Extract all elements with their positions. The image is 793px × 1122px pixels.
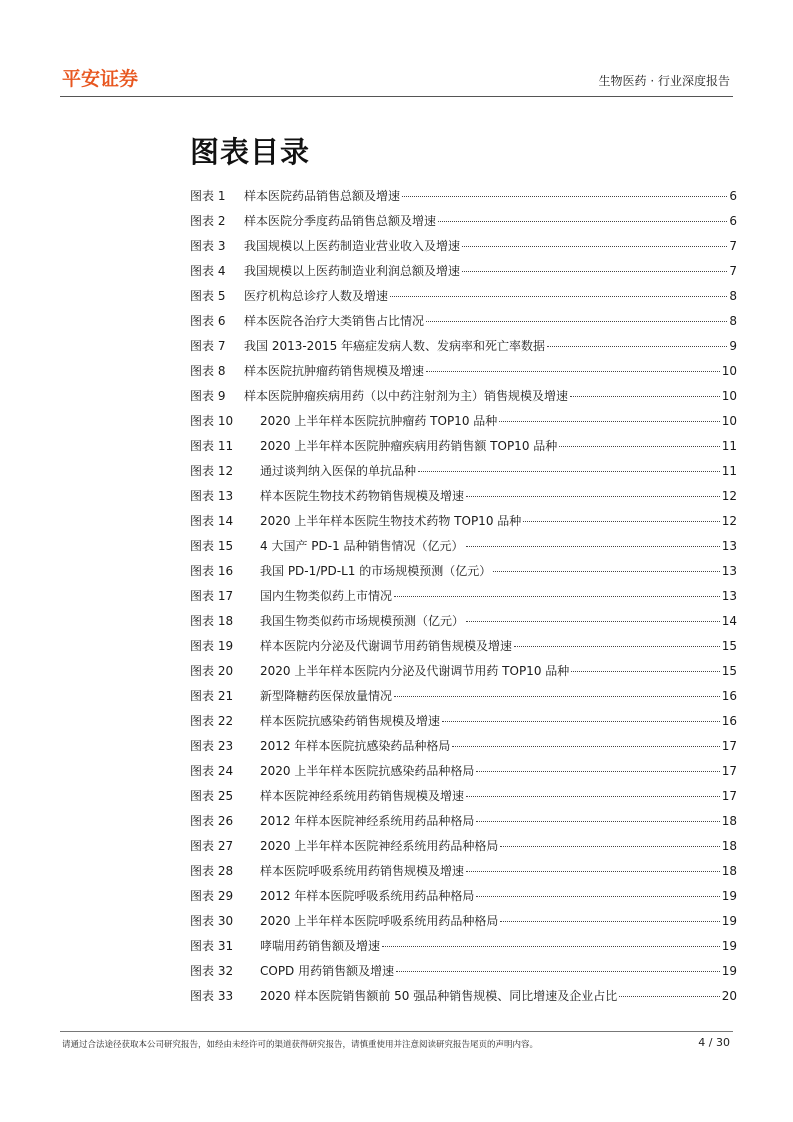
- toc-entry-page: 18: [721, 814, 737, 828]
- toc-entry-page: 16: [721, 689, 737, 703]
- toc-entry-label: 图表 22: [190, 714, 234, 728]
- toc-entry-title: 2012 年样本医院神经系统用药品种格局: [260, 814, 475, 828]
- toc-entry-label: 图表 1: [190, 189, 226, 203]
- toc-entry-page: 14: [721, 614, 737, 628]
- toc-entry-title: 样本医院药品销售总额及增速: [244, 189, 401, 203]
- toc-entry[interactable]: [190, 762, 737, 787]
- toc-entry-title: 样本医院抗感染药销售规模及增速: [260, 714, 441, 728]
- toc-entry-page: 7: [729, 239, 737, 253]
- toc-entry-page: 8: [729, 314, 737, 328]
- footer-disclaimer: 请通过合法途径获取本公司研究报告，如经由未经许可的渠道获得研究报告，请慎重使用并注意阅读研究报告尾页的声明内容。: [62, 1040, 539, 1050]
- toc-entry-page: 10: [721, 414, 737, 428]
- toc-entry-title: 2020 上半年样本医院内分泌及代谢调节用药 TOP10 品种: [260, 664, 570, 678]
- toc-entry-page: 12: [721, 489, 737, 503]
- toc-leader-dots: [396, 971, 720, 972]
- toc-entry[interactable]: [190, 687, 737, 712]
- toc-entry-label: 图表 17: [190, 589, 234, 603]
- toc-entry-title: 哮喘用药销售额及增速: [260, 939, 381, 953]
- toc-entry[interactable]: [190, 612, 737, 637]
- toc-entry-title: 2012 年样本医院抗感染药品种格局: [260, 739, 451, 753]
- toc-leader-dots: [523, 521, 719, 522]
- toc-entry[interactable]: [190, 487, 737, 512]
- toc-entry[interactable]: [190, 987, 737, 1012]
- toc-entry-title: 2020 上半年样本医院抗肿瘤药 TOP10 品种: [260, 414, 498, 428]
- toc-leader-dots: [462, 246, 727, 247]
- toc-leader-dots: [476, 896, 719, 897]
- toc-entry-title: 我国 2013-2015 年癌症发病人数、发病率和死亡率数据: [244, 339, 546, 353]
- toc-leader-dots: [438, 221, 727, 222]
- toc-entry-page: 10: [721, 389, 737, 403]
- toc-entry[interactable]: [190, 662, 737, 687]
- toc-entry-title: 4 大国产 PD-1 品种销售情况（亿元）: [260, 539, 464, 553]
- toc-entry[interactable]: [190, 637, 737, 662]
- toc-entry-page: 12: [721, 514, 737, 528]
- toc-entry[interactable]: [190, 412, 737, 437]
- toc-leader-dots: [452, 746, 719, 747]
- toc-leader-dots: [500, 846, 719, 847]
- toc-entry[interactable]: [190, 462, 737, 487]
- toc-entry-label: 图表 4: [190, 264, 226, 278]
- toc-entry-label: 图表 28: [190, 864, 234, 878]
- toc-entry-label: 图表 6: [190, 314, 226, 328]
- toc-entry[interactable]: [190, 937, 737, 962]
- toc-entry-title: 样本医院抗肿瘤药销售规模及增速: [244, 364, 425, 378]
- table-of-figures: [190, 187, 737, 1012]
- toc-leader-dots: [442, 721, 720, 722]
- toc-entry-title: 医疗机构总诊疗人数及增速: [244, 289, 389, 303]
- toc-leader-dots: [476, 821, 719, 822]
- toc-entry-page: 6: [729, 189, 737, 203]
- toc-entry-page: 13: [721, 564, 737, 578]
- toc-entry-title: 2020 上半年样本医院神经系统用药品种格局: [260, 839, 499, 853]
- toc-entry-label: 图表 16: [190, 564, 234, 578]
- toc-entry[interactable]: [190, 562, 737, 587]
- toc-entry-title: 我国生物类似药市场规模预测（亿元）: [260, 614, 465, 628]
- toc-entry-label: 图表 15: [190, 539, 234, 553]
- toc-entry-title: 样本医院内分泌及代谢调节用药销售规模及增速: [260, 639, 513, 653]
- toc-entry-title: 2020 样本医院销售额前 50 强品种销售规模、同比增速及企业占比: [260, 989, 618, 1003]
- toc-entry-title: 国内生物类似药上市情况: [260, 589, 393, 603]
- toc-entry-label: 图表 3: [190, 239, 226, 253]
- toc-entry-page: 15: [721, 664, 737, 678]
- toc-entry-page: 16: [721, 714, 737, 728]
- toc-leader-dots: [462, 271, 727, 272]
- toc-entry-label: 图表 13: [190, 489, 234, 503]
- toc-leader-dots: [514, 646, 720, 647]
- toc-entry[interactable]: [190, 787, 737, 812]
- toc-entry-label: 图表 27: [190, 839, 234, 853]
- toc-entry[interactable]: [190, 337, 737, 362]
- toc-entry-title: 通过谈判纳入医保的单抗品种: [260, 464, 417, 478]
- toc-entry[interactable]: [190, 287, 737, 312]
- toc-entry-label: 图表 33: [190, 989, 234, 1003]
- toc-leader-dots: [547, 346, 727, 347]
- toc-entry-label: 图表 31: [190, 939, 234, 953]
- toc-entry-label: 图表 20: [190, 664, 234, 678]
- toc-leader-dots: [500, 921, 719, 922]
- page-number: 4 / 30: [698, 1036, 730, 1049]
- toc-entry-title: 2020 上半年样本医院呼吸系统用药品种格局: [260, 914, 499, 928]
- toc-entry-title: COPD 用药销售额及增速: [260, 964, 395, 978]
- page-title: 图表目录: [190, 135, 311, 169]
- toc-entry-page: 19: [721, 964, 737, 978]
- toc-entry-label: 图表 11: [190, 439, 234, 453]
- toc-entry-title: 我国规模以上医药制造业营业收入及增速: [244, 239, 461, 253]
- toc-leader-dots: [390, 296, 727, 297]
- toc-entry[interactable]: [190, 837, 737, 862]
- toc-entry[interactable]: [190, 362, 737, 387]
- header-divider: [60, 96, 733, 97]
- toc-entry-label: 图表 5: [190, 289, 226, 303]
- toc-entry-page: 19: [721, 939, 737, 953]
- toc-leader-dots: [466, 546, 720, 547]
- toc-leader-dots: [476, 771, 719, 772]
- toc-entry[interactable]: [190, 387, 737, 412]
- toc-entry-label: 图表 21: [190, 689, 234, 703]
- toc-entry[interactable]: [190, 862, 737, 887]
- toc-leader-dots: [394, 696, 720, 697]
- toc-entry-page: 9: [729, 339, 737, 353]
- toc-entry-label: 图表 26: [190, 814, 234, 828]
- toc-entry-page: 19: [721, 889, 737, 903]
- toc-entry-page: 13: [721, 589, 737, 603]
- toc-leader-dots: [499, 421, 719, 422]
- toc-entry-page: 6: [729, 214, 737, 228]
- toc-entry-page: 10: [721, 364, 737, 378]
- toc-entry[interactable]: [190, 262, 737, 287]
- toc-entry-page: 18: [721, 864, 737, 878]
- toc-entry-page: 11: [721, 439, 737, 453]
- toc-entry-title: 我国 PD-1/PD-L1 的市场规模预测（亿元）: [260, 564, 492, 578]
- toc-leader-dots: [426, 321, 727, 322]
- toc-entry-page: 20: [721, 989, 737, 1003]
- toc-entry-label: 图表 19: [190, 639, 234, 653]
- toc-entry[interactable]: [190, 237, 737, 262]
- toc-leader-dots: [571, 671, 719, 672]
- toc-entry[interactable]: [190, 212, 737, 237]
- toc-entry-title: 2020 上半年样本医院生物技术药物 TOP10 品种: [260, 514, 522, 528]
- company-logo: 平安证券: [62, 68, 139, 90]
- toc-entry-page: 7: [729, 264, 737, 278]
- toc-entry[interactable]: [190, 912, 737, 937]
- toc-entry-title: 样本医院分季度药品销售总额及增速: [244, 214, 437, 228]
- toc-entry-title: 样本医院呼吸系统用药销售规模及增速: [260, 864, 465, 878]
- toc-entry-label: 图表 23: [190, 739, 234, 753]
- toc-leader-dots: [570, 396, 720, 397]
- toc-entry-title: 2020 上半年样本医院肿瘤疾病用药销售额 TOP10 品种: [260, 439, 558, 453]
- toc-entry-title: 新型降糖药医保放量情况: [260, 689, 393, 703]
- toc-leader-dots: [426, 371, 720, 372]
- toc-entry-label: 图表 25: [190, 789, 234, 803]
- toc-entry-page: 13: [721, 539, 737, 553]
- toc-entry-label: 图表 9: [190, 389, 226, 403]
- toc-leader-dots: [493, 571, 719, 572]
- toc-entry-label: 图表 7: [190, 339, 226, 353]
- toc-entry[interactable]: [190, 812, 737, 837]
- toc-entry[interactable]: [190, 187, 737, 212]
- toc-entry-label: 图表 10: [190, 414, 234, 428]
- toc-entry[interactable]: [190, 587, 737, 612]
- toc-entry[interactable]: [190, 962, 737, 987]
- toc-leader-dots: [402, 196, 727, 197]
- toc-entry-label: 图表 12: [190, 464, 234, 478]
- toc-entry[interactable]: [190, 437, 737, 462]
- toc-leader-dots: [466, 496, 720, 497]
- toc-entry-title: 2020 上半年样本医院抗感染药品种格局: [260, 764, 475, 778]
- toc-leader-dots: [619, 996, 719, 997]
- toc-entry-label: 图表 30: [190, 914, 234, 928]
- report-section: 生物医药 · 行业深度报告: [598, 74, 730, 88]
- toc-entry[interactable]: [190, 512, 737, 537]
- toc-entry-page: 17: [721, 739, 737, 753]
- toc-entry-title: 我国规模以上医药制造业利润总额及增速: [244, 264, 461, 278]
- toc-entry-page: 11: [721, 464, 737, 478]
- toc-leader-dots: [394, 596, 720, 597]
- toc-leader-dots: [559, 446, 719, 447]
- toc-entry-page: 18: [721, 839, 737, 853]
- toc-leader-dots: [466, 871, 720, 872]
- toc-entry-page: 15: [721, 639, 737, 653]
- toc-entry[interactable]: [190, 887, 737, 912]
- toc-entry[interactable]: [190, 312, 737, 337]
- toc-entry-title: 样本医院神经系统用药销售规模及增速: [260, 789, 465, 803]
- toc-entry-label: 图表 32: [190, 964, 234, 978]
- toc-entry-page: 19: [721, 914, 737, 928]
- toc-entry-page: 8: [729, 289, 737, 303]
- toc-entry-label: 图表 2: [190, 214, 226, 228]
- toc-entry-title: 样本医院生物技术药物销售规模及增速: [260, 489, 465, 503]
- footer-divider: [60, 1031, 733, 1032]
- toc-entry-page: 17: [721, 764, 737, 778]
- toc-entry-page: 17: [721, 789, 737, 803]
- toc-entry-label: 图表 14: [190, 514, 234, 528]
- toc-entry-title: 样本医院各治疗大类销售占比情况: [244, 314, 425, 328]
- toc-entry[interactable]: [190, 537, 737, 562]
- toc-leader-dots: [382, 946, 720, 947]
- toc-entry-label: 图表 8: [190, 364, 226, 378]
- toc-entry-label: 图表 29: [190, 889, 234, 903]
- toc-entry-title: 样本医院肿瘤疾病用药（以中药注射剂为主）销售规模及增速: [244, 389, 569, 403]
- toc-entry[interactable]: [190, 712, 737, 737]
- toc-entry[interactable]: [190, 737, 737, 762]
- toc-leader-dots: [418, 471, 720, 472]
- toc-leader-dots: [466, 621, 720, 622]
- toc-entry-title: 2012 年样本医院呼吸系统用药品种格局: [260, 889, 475, 903]
- toc-entry-label: 图表 18: [190, 614, 234, 628]
- toc-entry-label: 图表 24: [190, 764, 234, 778]
- toc-leader-dots: [466, 796, 720, 797]
